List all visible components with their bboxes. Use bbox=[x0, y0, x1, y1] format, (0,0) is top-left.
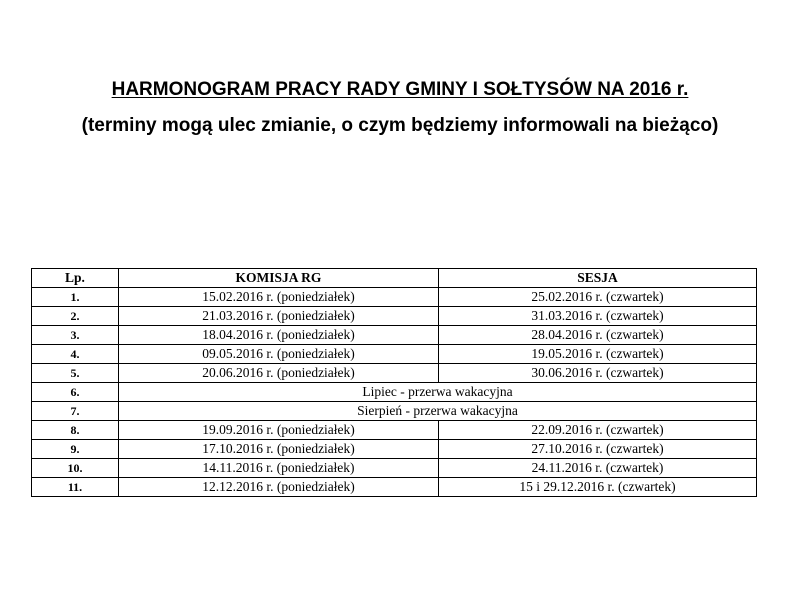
sesja-date: 30.06.2016 r. (czwartek) bbox=[439, 364, 757, 383]
break-note: Lipiec - przerwa wakacyjna bbox=[119, 383, 757, 402]
table-row bbox=[32, 364, 757, 383]
table-row bbox=[32, 478, 757, 497]
row-number: 8. bbox=[32, 421, 119, 440]
row-number: 2. bbox=[32, 307, 119, 326]
row-number: 3. bbox=[32, 326, 119, 345]
row-number: 6. bbox=[32, 383, 119, 402]
row-number: 9. bbox=[32, 440, 119, 459]
row-number: 10. bbox=[32, 459, 119, 478]
table-row bbox=[32, 288, 757, 307]
table-row bbox=[32, 326, 757, 345]
table-row bbox=[32, 421, 757, 440]
sesja-date: 28.04.2016 r. (czwartek) bbox=[439, 326, 757, 345]
komisja-date: 20.06.2016 r. (poniedziałek) bbox=[119, 364, 439, 383]
komisja-date: 21.03.2016 r. (poniedziałek) bbox=[119, 307, 439, 326]
document-title-text: HARMONOGRAM PRACY RADY GMINY I SOŁTYSÓW NA 2016 r. bbox=[111, 79, 689, 100]
header-komisja: KOMISJA RG bbox=[119, 269, 439, 288]
komisja-date: 09.05.2016 r. (poniedziałek) bbox=[119, 345, 439, 364]
sesja-date: 19.05.2016 r. (czwartek) bbox=[439, 345, 757, 364]
document-subtitle: (terminy mogą ulec zmianie, o czym będziemy informowali na bieżąco) bbox=[81, 115, 719, 136]
row-number: 5. bbox=[32, 364, 119, 383]
komisja-date: 17.10.2016 r. (poniedziałek) bbox=[119, 440, 439, 459]
sesja-date: 31.03.2016 r. (czwartek) bbox=[439, 307, 757, 326]
row-number: 7. bbox=[32, 402, 119, 421]
table-row-break bbox=[32, 383, 757, 402]
sesja-date: 24.11.2016 r. (czwartek) bbox=[439, 459, 757, 478]
table-header-row bbox=[32, 269, 757, 288]
sesja-date: 15 i 29.12.2016 r. (czwartek) bbox=[439, 478, 757, 497]
komisja-date: 18.04.2016 r. (poniedziałek) bbox=[119, 326, 439, 345]
row-number: 1. bbox=[32, 288, 119, 307]
header-sesja: SESJA bbox=[439, 269, 757, 288]
komisja-date: 19.09.2016 r. (poniedziałek) bbox=[119, 421, 439, 440]
break-note: Sierpień - przerwa wakacyjna bbox=[119, 402, 757, 421]
sesja-date: 22.09.2016 r. (czwartek) bbox=[439, 421, 757, 440]
table-row bbox=[32, 345, 757, 364]
komisja-date: 14.11.2016 r. (poniedziałek) bbox=[119, 459, 439, 478]
komisja-date: 12.12.2016 r. (poniedziałek) bbox=[119, 478, 439, 497]
sesja-date: 25.02.2016 r. (czwartek) bbox=[439, 288, 757, 307]
table-row bbox=[32, 459, 757, 478]
table-row-break bbox=[32, 402, 757, 421]
table-row bbox=[32, 440, 757, 459]
table-row bbox=[32, 307, 757, 326]
komisja-date: 15.02.2016 r. (poniedziałek) bbox=[119, 288, 439, 307]
sesja-date: 27.10.2016 r. (czwartek) bbox=[439, 440, 757, 459]
row-number: 4. bbox=[32, 345, 119, 364]
header-lp: Lp. bbox=[32, 269, 119, 288]
document-title bbox=[0, 77, 800, 103]
schedule-table bbox=[31, 268, 757, 497]
row-number: 11. bbox=[32, 478, 119, 497]
